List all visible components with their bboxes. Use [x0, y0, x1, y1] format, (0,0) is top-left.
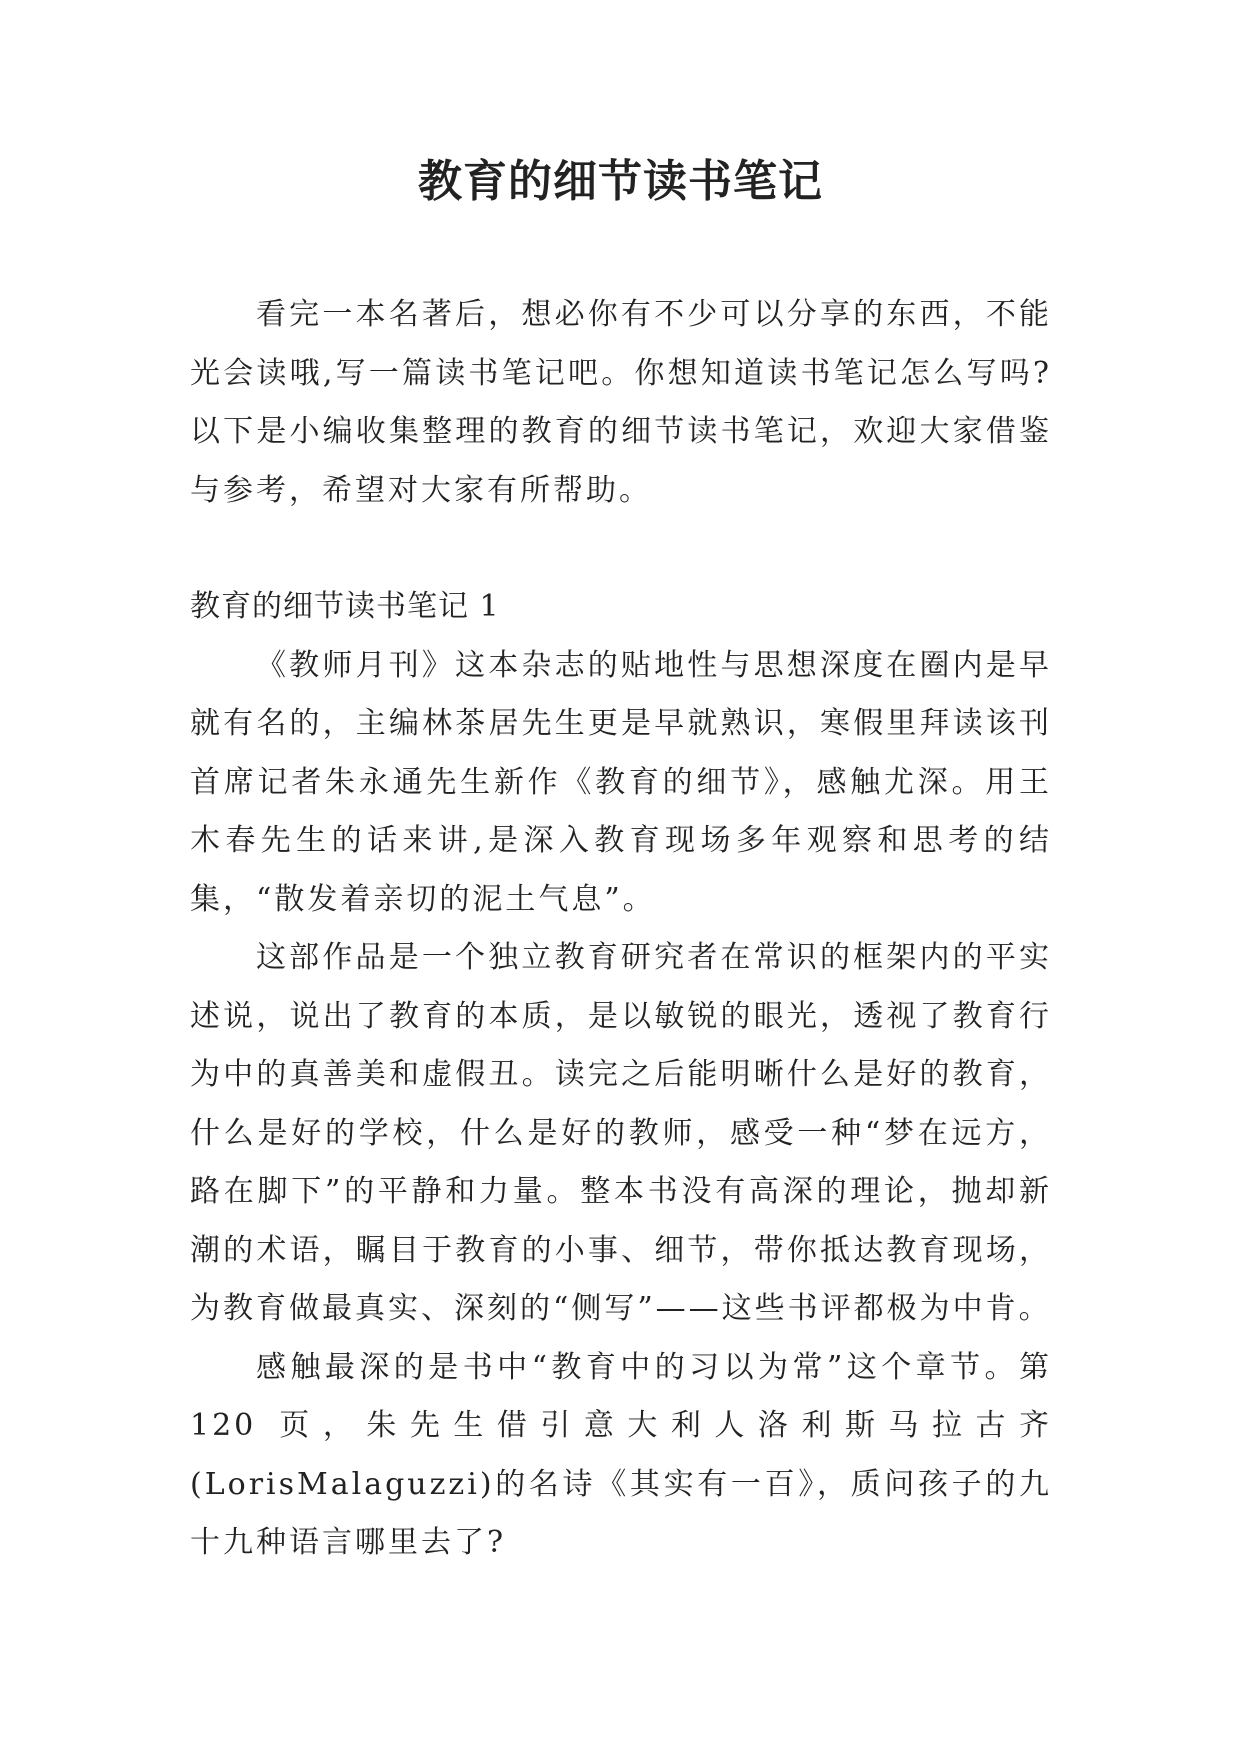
body-paragraph: 这部作品是一个独立教育研究者在常识的框架内的平实述说，说出了教育的本质，是以敏锐的眼光，透视了教育行为中的真善美和虚假丑。读完之后能明晰什么是好的教育，什么是好的学校，什么是好的教师，感受一种“梦在远方，路在脚下”的平静和力量。整本书没有高深的理论，抛却新潮的术语，瞩目于教育的小事、细节，带你抵达教育现场，为教育做最真实、深刻的“侧写”——这些书评都极为中肯。: [190, 940, 1052, 1326]
body-paragraph: 《教师月刊》这本杂志的贴地性与思想深度在圈内是早就有名的，主编林茶居先生更是早就熟识，寒假里拜读该刊首席记者朱永通先生新作《教育的细节》，感触尤深。用王木春先生的话来讲,是深入教育现场多年观察和思考的结集，“散发着亲切的泥土气息”。: [190, 647, 1052, 917]
section-heading: 教育的细节读书笔记 1: [190, 589, 500, 624]
intro-paragraph: 看完一本名著后，想必你有不少可以分享的东西，不能光会读哦,写一篇读书笔记吧。你想知道读书笔记怎么写吗?以下是小编收集整理的教育的细节读书笔记，欢迎大家借鉴与参考，希望对大家有所帮助。: [190, 297, 1052, 508]
document-title: 教育的细节读书笔记: [418, 156, 823, 207]
body-paragraph: 感触最深的是书中“教育中的习以为常”这个章节。第 120 页，朱先生借引意大利人洛利斯马拉古齐(LorisMalaguzzi)的名诗《其实有一百》，质问孩子的九十九种语言哪里去了?: [190, 1349, 1052, 1560]
document-body: [190, 286, 1052, 1573]
